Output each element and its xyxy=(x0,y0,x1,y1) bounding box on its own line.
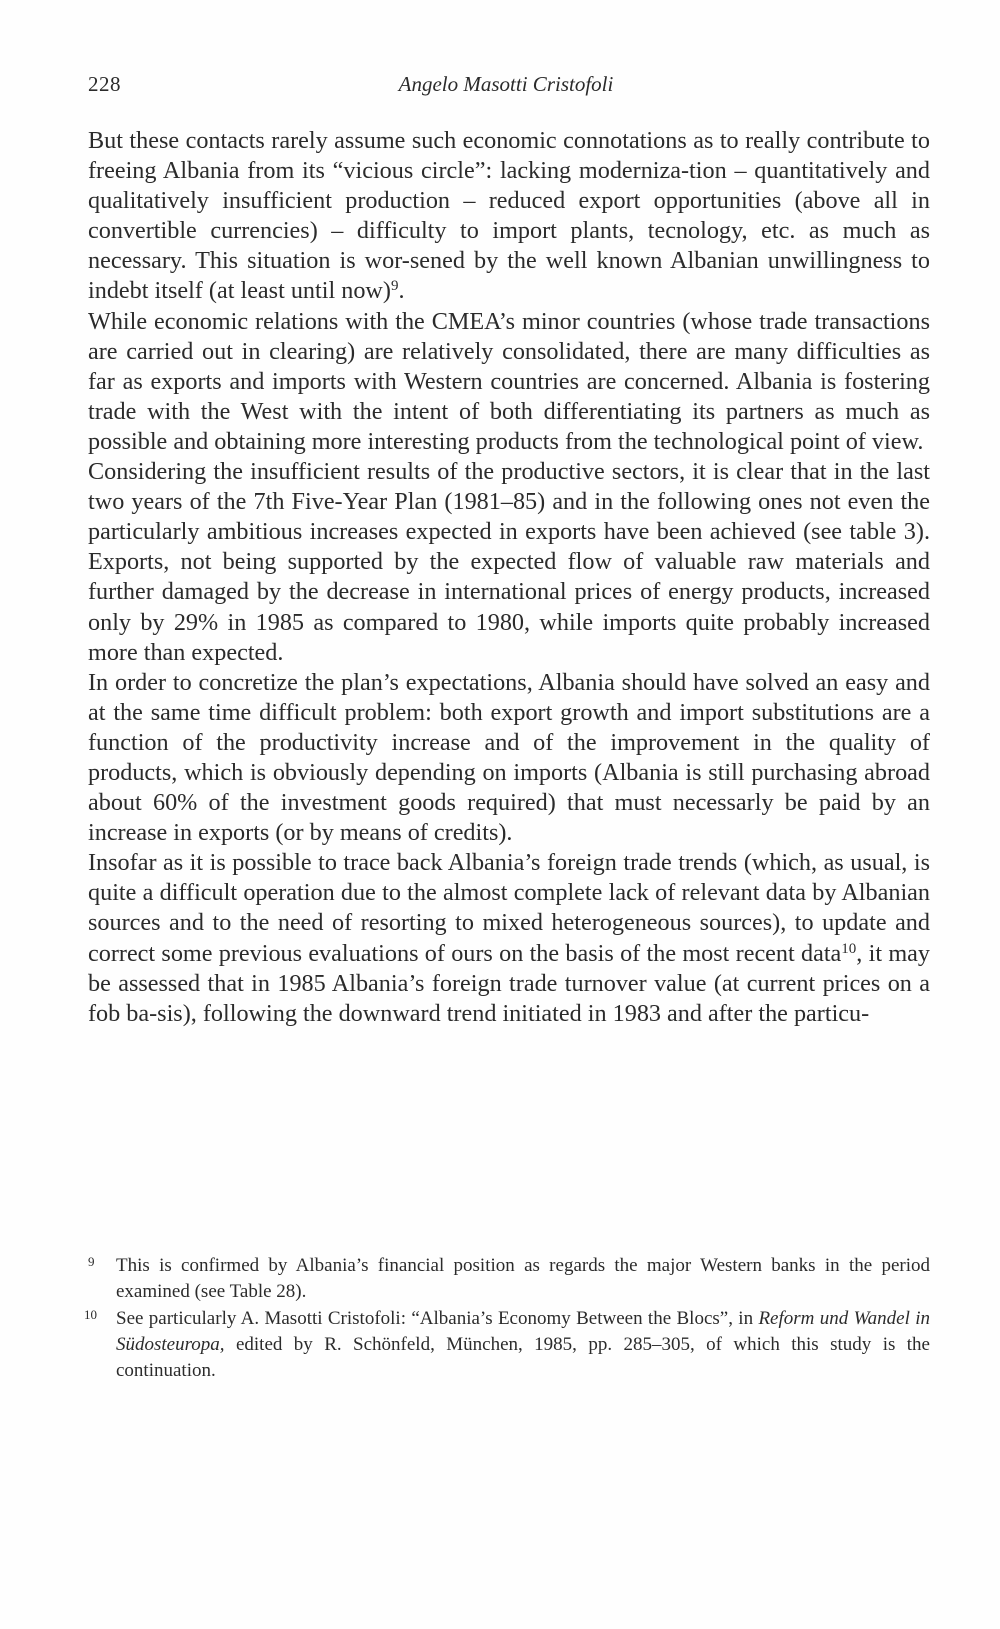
page-number: 228 xyxy=(88,72,121,96)
paragraph-5 xyxy=(88,848,930,1029)
footnote-ref-9: 9 xyxy=(390,278,399,295)
footnotes xyxy=(84,1253,930,1385)
footnote-10 xyxy=(84,1306,930,1384)
footnote-9-text: This is confirmed by Albania’s financial position as regards the major Western banks in the period examined (see Table 28). xyxy=(116,1255,930,1302)
paragraph-3: Considering the insufficient results of the productive sectors, it is clear that in the last two years of the 7th Five-Year Plan (1981–85) and in the following ones not even the particularly ambitious increases expected in exports have been achieved (see table 3). Exports, not being supported by the expected flow of valuable raw materials and further damaged by the decrease in international prices of energy products, increased only by 29% in 1985 as compared to 1980, while imports quite probably increased more than expected. xyxy=(88,458,930,666)
footnote-9-mark: 9 xyxy=(88,1254,95,1269)
paragraph-1-text: But these contacts rarely assume such economic connotations as to really contribute to freeing Albania from its “vicious circle”: lacking moderniza-tion – quantitatively and qualitatively insufficient production – reduced export opportunities (above all in convertible currencies) – difficulty to import plants, tecnology, etc. as much as necessary. This situation is wor-sened by the well known Albanian unwillingness to indebt itself (at least until now) xyxy=(88,127,930,305)
footnote-10-book-title: Reform und Wandel in Südosteuropa, xyxy=(116,1308,930,1355)
paragraph-5-text-b: , it may be assessed that in 1985 Albania’s foreign trade turnover value (at current prices on a fob ba-sis), following the downward trend initiated in 1983 and after the particu- xyxy=(88,939,930,1027)
paragraph-1 xyxy=(88,126,930,307)
footnote-10-mark: 10 xyxy=(84,1307,97,1322)
paragraph-4: In order to concretize the plan’s expectations, Albania should have solved an easy and at the same time difficult problem: both export growth and import substitutions are a function of the productivity increase and of the improvement in the quality of products, which is obviously depending on imports (Albania is still purchasing abroad about 60% of the investment goods required) that must necessarly be paid by an increase in exports (or by means of credits). xyxy=(88,668,930,847)
paragraph-2: While economic relations with the CMEA’s minor countries (whose trade transactions are carried out in clearing) are relatively consolidated, there are many difficulties as far as exports and imports with Western countries are concerned. Albania is fostering trade with the West with the intent of both differentiating its partners as much as possible and obtaining more interesting products from the technological point of view. xyxy=(88,307,930,455)
footnote-10-text-b: edited by R. Schönfeld, München, 1985, pp. 285–305, of which this study is the continuation. xyxy=(116,1334,930,1381)
footnote-10-text-a: See particularly A. Masotti Cristofoli: “Albania’s Economy Between the Blocs”, in xyxy=(116,1308,759,1329)
paragraph-5-text-a: Insofar as it is possible to trace back Albania’s foreign trade trends (which, as usual, is quite a difficult operation due to the almost complete lack of relevant data by Albanian sources and to the need of resorting to mixed heterogeneous sources), to update and correct some previous evaluations of ours on the basis of the most recent data xyxy=(88,849,930,967)
footnote-ref-10: 10 xyxy=(841,940,857,957)
running-head: Angelo Masotti Cristofoli xyxy=(398,72,614,96)
paragraph-1-tail: . xyxy=(398,277,405,305)
footnote-9 xyxy=(88,1253,930,1305)
page-header xyxy=(88,72,924,106)
main-text xyxy=(88,126,930,1029)
